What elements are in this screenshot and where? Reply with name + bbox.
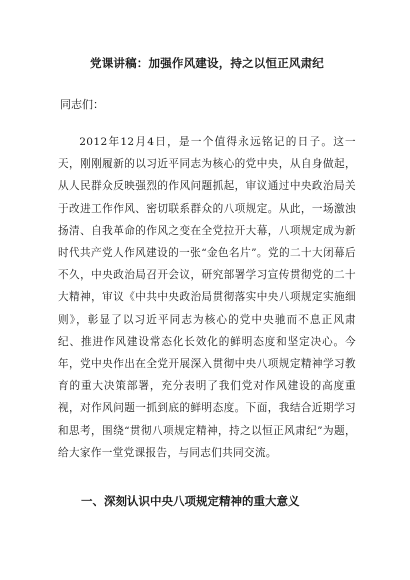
salutation: 同志们： xyxy=(60,98,104,111)
section-heading: 一、深刻认识中央八项规定精神的重大意义 xyxy=(81,494,300,509)
document-title: 党课讲稿：加强作风建设，持之以恒正风肃纪 xyxy=(90,56,324,70)
body-paragraph: 2012年12月4日，是一个值得永远铭记的日子。这一天，刚刚履新的以习近平同志为核心的党中央，从自身做起，从人民群众反映强烈的作风问题抓起，审议通过中央政治局关于改进工作作风、密切联系群众的八项规定。从此，一场激浊扬清、自我革命的作风之变在全党拉开大幕，八项规定成为新时代共产党人作风建设的一张“金色名片”。党的二十大闭幕后不久，中央政治局召开会议，研究部署学习宣传贯彻党的二十大精神，审议《中共中央政治局贯彻落实中央八项规定实施细则》，彰显了以习近平同志为核心的党中央驰而不息正风肃纪、推进作风建设常态化长效化的鲜明态度和坚定决心。今年，党中央作出在全党开展深入贯彻中央八项规定精神学习教育的重大决策部署，充分表明了我们党对作风建设的高度重视，对作风问题一抓到底的鲜明态度。下面，我结合近期学习和思考，围绕“贯彻八项规定精神，持之以恒正风肃纪”为题，给大家作一堂党课报告，与同志们共同交流。 xyxy=(58,136,356,459)
